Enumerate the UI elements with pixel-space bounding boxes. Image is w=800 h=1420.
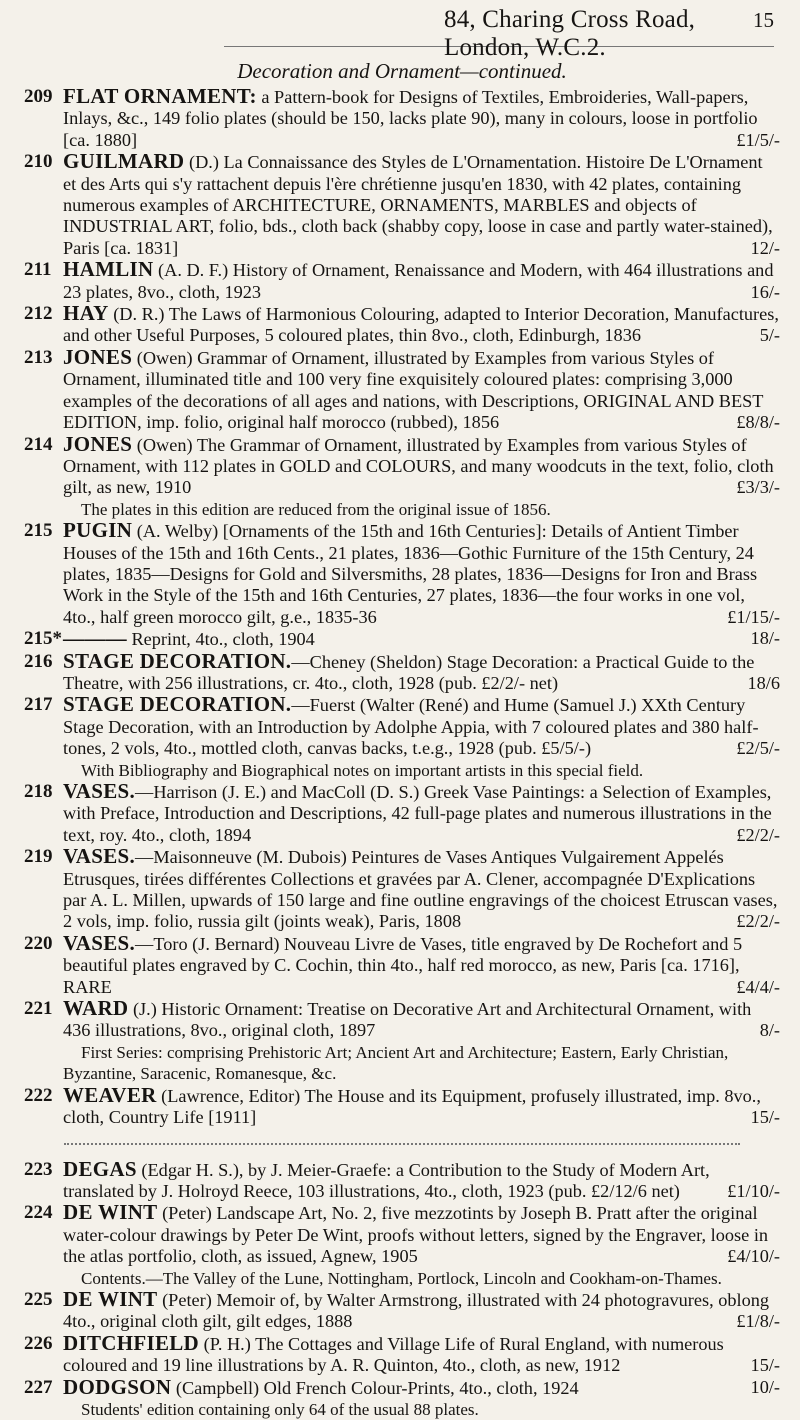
entry-number: 212 <box>24 303 53 324</box>
entry-text: (J.) Historic Ornament: Treatise on Decorative Art and Architectural Ornament, with 436 illustrations, 8vo., original cloth, 1897 <box>63 999 751 1040</box>
entry-price: £4/10/- <box>727 1246 780 1267</box>
entry-text: (Edgar H. S.), by J. Meier-Graefe: a Contribution to the Study of Modern Art, translated by J. Holroyd Reece, 103 illustrations, 4to., cloth, 1923 (pub. £2/12/6 net) <box>63 1160 710 1201</box>
entry-author: PUGIN <box>63 518 132 542</box>
entry-price: £8/8/- <box>736 412 780 433</box>
catalogue-entry <box>24 151 780 259</box>
entry-text: (P. H.) The Cottages and Village Life of Rural England, with numerous coloured and 19 line illustrations by A. R. Quinton, 4to., cloth, as new, 1912 <box>63 1334 724 1375</box>
entry-list-art <box>24 1159 780 1420</box>
entry-number: 219 <box>24 846 53 867</box>
catalogue-entry <box>24 86 780 151</box>
catalogue-entry <box>24 846 780 933</box>
catalogue-entry <box>24 347 780 434</box>
entry-text: —Fuerst (Walter (René) and Hume (Samuel J.) XXth Century Stage Decoration, with an Introduction by Adolphe Appia, with 7 coloured plates and 380 half-tones, 2 vols, 4to., mottled cloth, canvas backs, t.e.g., 1928 (pub. £5/5/-) <box>63 695 759 758</box>
entry-note: The plates in this edition are reduced from the original issue of 1856. <box>63 499 780 520</box>
page-header <box>24 0 780 46</box>
catalogue-entry <box>24 781 780 846</box>
entry-number: 218 <box>24 781 53 802</box>
catalogue-entry <box>24 1159 780 1203</box>
entry-author: HAMLIN <box>63 257 153 281</box>
entry-author: DE WINT <box>63 1287 158 1311</box>
entry-price: 15/- <box>751 1107 780 1128</box>
catalogue-entry <box>24 933 780 998</box>
entry-text: (D. R.) The Laws of Harmonious Colouring, adapted to Interior Decoration, Manufactures, and other Useful Purposes, 5 coloured plates, thin 8vo., cloth, Edinburgh, 1836 <box>63 304 779 345</box>
entry-price: 18/6 <box>747 673 780 694</box>
entry-list-decoration <box>24 86 780 1129</box>
entry-number: 226 <box>24 1333 53 1354</box>
entry-author: VASES. <box>63 779 135 803</box>
entry-price: 12/- <box>751 238 780 259</box>
catalogue-entry <box>24 259 780 303</box>
entry-note: With Bibliography and Biographical notes on important artists in this special field. <box>63 760 780 781</box>
entry-number: 222 <box>24 1085 53 1106</box>
entry-author: JONES <box>63 432 132 456</box>
entry-price: 10/- <box>751 1377 780 1398</box>
entry-number: 211 <box>24 259 51 280</box>
header-title: 84, Charing Cross Road, London, W.C.2. <box>444 6 753 62</box>
entry-author: STAGE DECORATION. <box>63 649 291 673</box>
entry-text: (Peter) Memoir of, by Walter Armstrong, illustrated with 24 photogravures, oblong 4to., original cloth gilt, gilt edges, 1888 <box>63 1290 769 1331</box>
catalogue-entry <box>24 628 780 650</box>
entry-text: —Cheney (Sheldon) Stage Decoration: a Practical Guide to the Theatre, with 256 illustrations, cr. 4to., cloth, 1928 (pub. £2/2/- net) <box>63 652 754 693</box>
entry-author: JONES <box>63 345 132 369</box>
entry-text: —Maisonneuve (M. Dubois) Peintures de Vases Antiques Vulgairement Appelés Etrusques, tirées différentes Collections et gravées par A. Clener, accompagnée D'Explications par A. L. Millen, upwards of 150 large and fine outline engravings of the choicest Etruscan vases, 2 vols, imp. folio, russia gilt (joints weak), Paris, 1808 <box>63 847 777 931</box>
entry-price: £3/3/- <box>736 477 780 498</box>
section-title: Decoration and Ornament—continued. <box>24 59 780 84</box>
section-separator <box>64 1143 740 1147</box>
entry-number: 209 <box>24 86 53 107</box>
catalogue-entry <box>24 434 780 521</box>
entry-price: £2/2/- <box>736 911 780 932</box>
entry-price: 5/- <box>760 325 780 346</box>
entry-number: 227 <box>24 1377 53 1398</box>
entry-author: DITCHFIELD <box>63 1331 199 1355</box>
entry-author: ——— <box>63 626 127 650</box>
entry-text: (Owen) Grammar of Ornament, illustrated by Examples from various Styles of Ornament, illuminated title and 100 very fine exquisitely coloured plates: comprising 3,000 examples of the decorations of all ages and nations, with Descriptions, ORIGINAL AND BEST EDITION, imp. folio, original half morocco (rubbed), 1856 <box>63 348 763 432</box>
entry-number: 215* <box>24 628 62 649</box>
catalogue-entry <box>24 1333 780 1377</box>
entry-number: 216 <box>24 651 53 672</box>
entry-number: 221 <box>24 998 53 1019</box>
entry-text: (Peter) Landscape Art, No. 2, five mezzotints by Joseph B. Pratt after the original water-colour drawings by Peter De Wint, proofs without letters, signed by the Engraver, loose in the atlas portfolio, cloth, as issued, Agnew, 1905 <box>63 1203 768 1266</box>
entry-author: GUILMARD <box>63 149 184 173</box>
entry-note: Contents.—The Valley of the Lune, Nottingham, Portlock, Lincoln and Cookham-on-Thames. <box>63 1268 780 1289</box>
entry-text: (D.) La Connaissance des Styles de L'Ornamentation. Histoire De L'Ornament et des Arts qui s'y rattachent depuis l'ère chrétienne jusqu'en 1830, with 42 plates, containing numerous examples of ARCHITECTURE, ORNAMENTS, MARBLES and objects of INDUSTRIAL ART, folio, bds., cloth back (shabby copy, loose in case and partly water-stained), Paris [ca. 1831] <box>63 152 773 258</box>
entry-price: 8/- <box>760 1020 780 1041</box>
entry-text: Reprint, 4to., cloth, 1904 <box>127 629 315 649</box>
entry-author: DODGSON <box>63 1375 171 1399</box>
entry-note: Students' edition containing only 64 of the usual 88 plates. <box>63 1399 780 1420</box>
entry-author: STAGE DECORATION. <box>63 692 291 716</box>
entry-number: 224 <box>24 1202 53 1223</box>
catalogue-entry <box>24 1085 780 1129</box>
entry-price: 15/- <box>751 1355 780 1376</box>
entry-number: 210 <box>24 151 53 172</box>
entry-text: (A. D. F.) History of Ornament, Renaissance and Modern, with 464 illustrations and 23 plates, 8vo., cloth, 1923 <box>63 260 773 301</box>
entry-author: DEGAS <box>63 1157 137 1181</box>
entry-text: —Harrison (J. E.) and MacColl (D. S.) Greek Vase Paintings: a Selection of Examples, with Preface, Introduction and Descriptions, 42 full-page plates and numerous illustrations in the text, roy. 4to., cloth, 1894 <box>63 782 772 845</box>
entry-number: 213 <box>24 347 53 368</box>
entry-price: £1/8/- <box>736 1311 780 1332</box>
entry-author: HAY <box>63 301 109 325</box>
entry-note: First Series: comprising Prehistoric Art; Ancient Art and Architecture; Eastern, Early Christian, Byzantine, Saracenic, Romanesque, &c. <box>63 1042 780 1085</box>
page-number: 15 <box>753 8 774 33</box>
entry-price: 16/- <box>751 282 780 303</box>
entry-price: £2/2/- <box>736 825 780 846</box>
entry-author: VASES. <box>63 931 135 955</box>
entry-price: £1/5/- <box>736 130 780 151</box>
entry-price: 18/- <box>751 628 780 649</box>
catalogue-entry <box>24 1202 780 1289</box>
entry-number: 217 <box>24 694 53 715</box>
catalogue-entry <box>24 651 780 695</box>
entry-author: WARD <box>63 996 128 1020</box>
entry-text: a Pattern-book for Designs of Textiles, Embroideries, Wall-papers, Inlays, &c., 149 folio plates (should be 150, lacks plate 90), many in colours, loose in portfolio [ca. 1880] <box>63 87 758 150</box>
entry-number: 214 <box>24 434 53 455</box>
entry-number: 215 <box>24 520 53 541</box>
entry-text: (Lawrence, Editor) The House and its Equipment, profusely illustrated, imp. 8vo., cloth, Country Life [1911] <box>63 1086 761 1127</box>
catalogue-entry <box>24 303 780 347</box>
entry-number: 225 <box>24 1289 53 1310</box>
entry-text: (Owen) The Grammar of Ornament, illustrated by Examples from various Styles of Ornament, with 112 plates in GOLD and COLOURS, and many woodcuts in the text, folio, cloth gilt, as new, 1910 <box>63 435 774 498</box>
entry-price: £4/4/- <box>736 977 780 998</box>
entry-author: VASES. <box>63 844 135 868</box>
catalogue-entry <box>24 694 780 781</box>
entry-author: FLAT ORNAMENT: <box>63 84 257 108</box>
catalogue-entry <box>24 520 780 628</box>
entry-price: £1/10/- <box>727 1181 780 1202</box>
catalogue-entry <box>24 1377 780 1420</box>
entry-author: WEAVER <box>63 1083 157 1107</box>
entry-author: DE WINT <box>63 1200 158 1224</box>
catalogue-entry <box>24 1289 780 1333</box>
entry-text: (A. Welby) [Ornaments of the 15th and 16th Centuries]: Details of Antient Timber Houses of the 15th and 16th Cents., 21 plates, 1836—Gothic Furniture of the 15th Century, 24 plates, 1835—Designs for Gold and Silversmiths, 28 plates, 1836—Designs for Iron and Brass Work in the Style of the 15th and 16th Centuries, 27 plates, 1836—the four works in one vol, 4to., half green morocco gilt, g.e., 1835-36 <box>63 521 757 627</box>
entry-number: 220 <box>24 933 53 954</box>
entry-price: £2/5/- <box>736 738 780 759</box>
entry-text: (Campbell) Old French Colour-Prints, 4to., cloth, 1924 <box>171 1378 578 1398</box>
entry-text: —Toro (J. Bernard) Nouveau Livre de Vases, title engraved by De Rochefort and 5 beautiful plates engraved by C. Cochin, thin 4to., half red morocco, as new, Paris [ca. 1716], RARE <box>63 934 742 997</box>
entry-price: £1/15/- <box>727 607 780 628</box>
catalogue-entry <box>24 998 780 1085</box>
entry-number: 223 <box>24 1159 53 1180</box>
